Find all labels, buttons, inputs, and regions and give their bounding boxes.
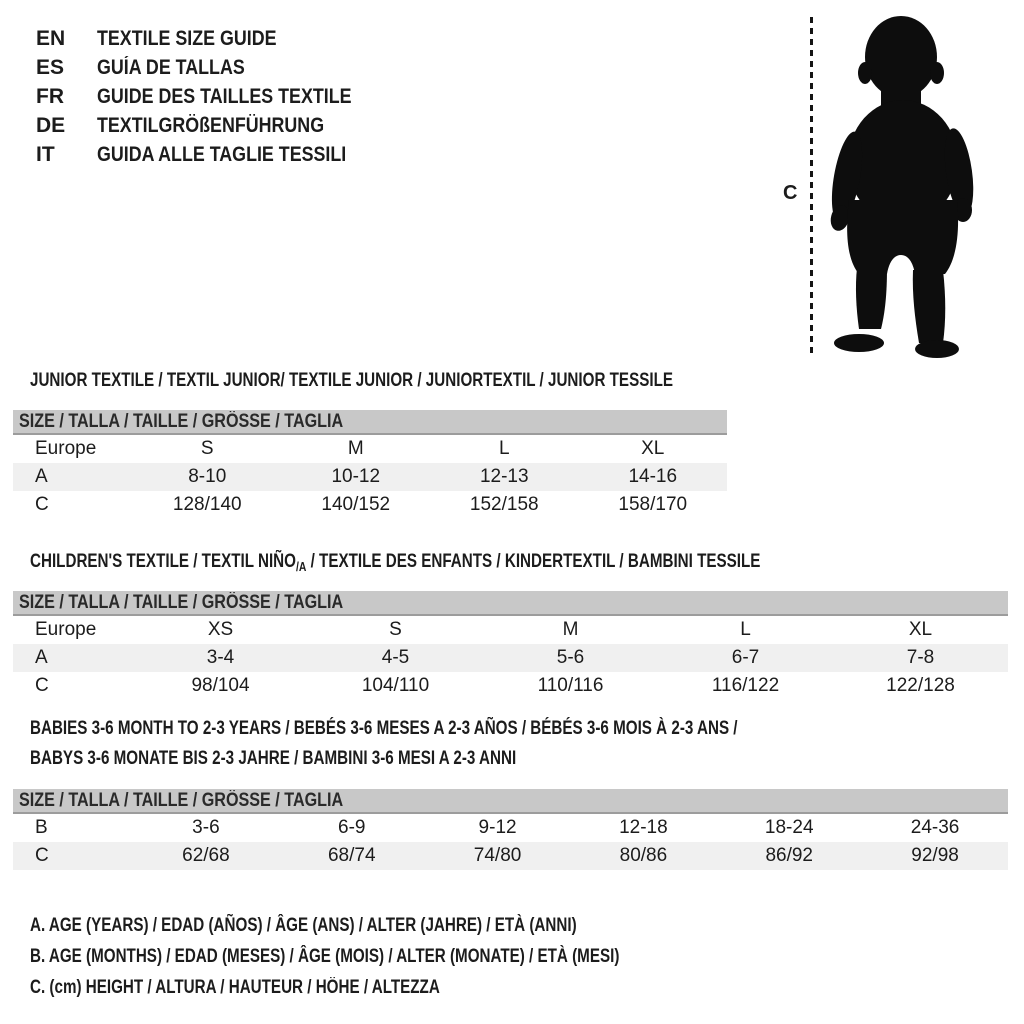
table-cell: XL: [908, 619, 933, 640]
row-label: C: [35, 675, 49, 696]
size-header-banner: [13, 410, 727, 435]
language-code: ES: [36, 56, 65, 79]
table-cell: 6-9: [338, 817, 366, 838]
table-cell: 6-7: [731, 647, 760, 668]
footnote-c: C. (cm) HEIGHT / ALTURA / HAUTEUR / HÖHE / ALTEZZA: [30, 977, 440, 998]
row-label: C: [35, 494, 49, 515]
junior-section-heading: [30, 366, 834, 396]
table-cell: 4-5: [381, 647, 410, 668]
language-code: DE: [36, 114, 66, 137]
table-cell: 122/128: [886, 675, 955, 696]
table-cell: 14-16: [628, 466, 678, 487]
table-cell: S: [389, 619, 402, 640]
table-row: [13, 435, 727, 463]
table-cell: 104/110: [361, 675, 430, 696]
table-row: [13, 616, 1008, 644]
height-measure-label: C: [783, 182, 798, 204]
table-row: [13, 463, 727, 491]
table-cell: 9-12: [478, 817, 517, 838]
table-cell: 12-18: [619, 817, 668, 838]
table-cell: 80/86: [619, 845, 668, 866]
row-label: Europe: [35, 619, 97, 640]
table-cell: L: [740, 619, 751, 640]
language-title: GUIDA ALLE TAGLIE TESSILI: [97, 143, 347, 166]
table-cell: 7-8: [906, 647, 935, 668]
language-title: TEXTILGRÖßENFÜHRUNG: [97, 114, 325, 137]
table-cell: 10-12: [331, 466, 381, 487]
table-cell: 86/92: [765, 845, 813, 866]
row-label: A: [35, 647, 48, 668]
babies-section-heading: [30, 714, 914, 774]
babies-heading-line2: BABYS 3-6 MONATE BIS 2-3 JAHRE / BAMBINI 3-6 MESI A 2-3 ANNI: [30, 748, 517, 769]
babies-heading-line1: BABIES 3-6 MONTH TO 2-3 YEARS / BEBÉS 3-6 MESES A 2-3 AÑOS / BÉBÉS 3-6 MOIS À 2-3 ANS /: [30, 718, 738, 739]
junior-heading-text: JUNIOR TEXTILE / TEXTIL JUNIOR/ TEXTILE JUNIOR / JUNIORTEXTIL / JUNIOR TESSILE: [30, 370, 673, 391]
size-header-banner: [13, 591, 1008, 616]
children-heading-post: / TEXTILE DES ENFANTS / KINDERTEXTIL / BAMBINI TESSILE: [306, 551, 761, 572]
row-label: Europe: [35, 438, 97, 459]
children-heading-pre: CHILDREN'S TEXTILE / TEXTIL NIÑO: [30, 551, 296, 572]
size-header-text: SIZE / TALLA / TAILLE / GRÖSSE / TAGLIA: [19, 410, 344, 432]
row-label: C: [35, 845, 49, 866]
language-code: IT: [36, 143, 55, 166]
language-code: FR: [36, 85, 64, 108]
table-cell: S: [200, 438, 214, 459]
row-label: B: [35, 817, 48, 838]
table-cell: 128/140: [172, 494, 242, 515]
junior-size-table: [13, 410, 727, 519]
language-row: [36, 53, 396, 82]
footnote-b: B. AGE (MONTHS) / EDAD (MESES) / ÂGE (MOIS) / ALTER (MONATE) / ETÀ (MESI): [30, 946, 620, 967]
table-cell: 68/74: [327, 845, 376, 866]
size-header-banner: [13, 789, 1008, 814]
row-label: A: [35, 466, 48, 487]
babies-size-table: [13, 789, 1008, 870]
size-header-text: SIZE / TALLA / TAILLE / GRÖSSE / TAGLIA: [19, 789, 344, 811]
table-cell: 24-36: [910, 817, 960, 838]
size-header-text: SIZE / TALLA / TAILLE / GRÖSSE / TAGLIA: [19, 591, 344, 613]
table-cell: 12-13: [479, 466, 529, 487]
children-section-heading: [30, 547, 943, 582]
table-cell: 8-10: [188, 466, 227, 487]
table-row: [13, 814, 1008, 842]
table-cell: 92/98: [911, 845, 959, 866]
table-row: [13, 644, 1008, 672]
table-row: [13, 842, 1008, 870]
table-cell: 74/80: [473, 845, 522, 866]
table-cell: 140/152: [321, 494, 391, 515]
footnote-a: A. AGE (YEARS) / EDAD (AÑOS) / ÂGE (ANS) / ALTER (JAHRE) / ETÀ (ANNI): [30, 915, 577, 936]
language-title: GUÍA DE TALLAS: [97, 56, 245, 79]
language-row: [36, 24, 396, 53]
children-heading-text: [30, 547, 760, 582]
table-cell: 3-4: [206, 647, 235, 668]
language-title: GUIDE DES TAILLES TEXTILE: [97, 85, 352, 108]
language-row: [36, 111, 396, 140]
legend-footnotes: [30, 910, 767, 1003]
height-dotted-line: [810, 17, 813, 354]
table-cell: XS: [207, 619, 234, 640]
table-cell: 62/68: [182, 845, 230, 866]
table-cell: 5-6: [556, 647, 585, 668]
table-cell: 110/116: [537, 675, 604, 696]
table-cell: 116/122: [711, 675, 780, 696]
table-cell: 18-24: [764, 817, 814, 838]
table-cell: M: [347, 438, 364, 459]
table-cell: L: [498, 438, 510, 459]
toddler-silhouette-icon: [822, 12, 994, 360]
language-list: [36, 24, 396, 169]
children-heading-sub: /A: [295, 559, 307, 574]
language-code: EN: [36, 27, 66, 50]
table-row: [13, 672, 1008, 700]
table-cell: M: [562, 619, 579, 640]
children-size-table: [13, 591, 1008, 700]
language-row: [36, 140, 396, 169]
language-row: [36, 82, 396, 111]
table-cell: 3-6: [192, 817, 220, 838]
table-cell: XL: [641, 438, 665, 459]
table-cell: 98/104: [191, 675, 250, 696]
table-row: [13, 491, 727, 519]
table-cell: 158/170: [618, 494, 688, 515]
table-cell: 152/158: [469, 494, 539, 515]
language-title: TEXTILE SIZE GUIDE: [97, 27, 277, 50]
